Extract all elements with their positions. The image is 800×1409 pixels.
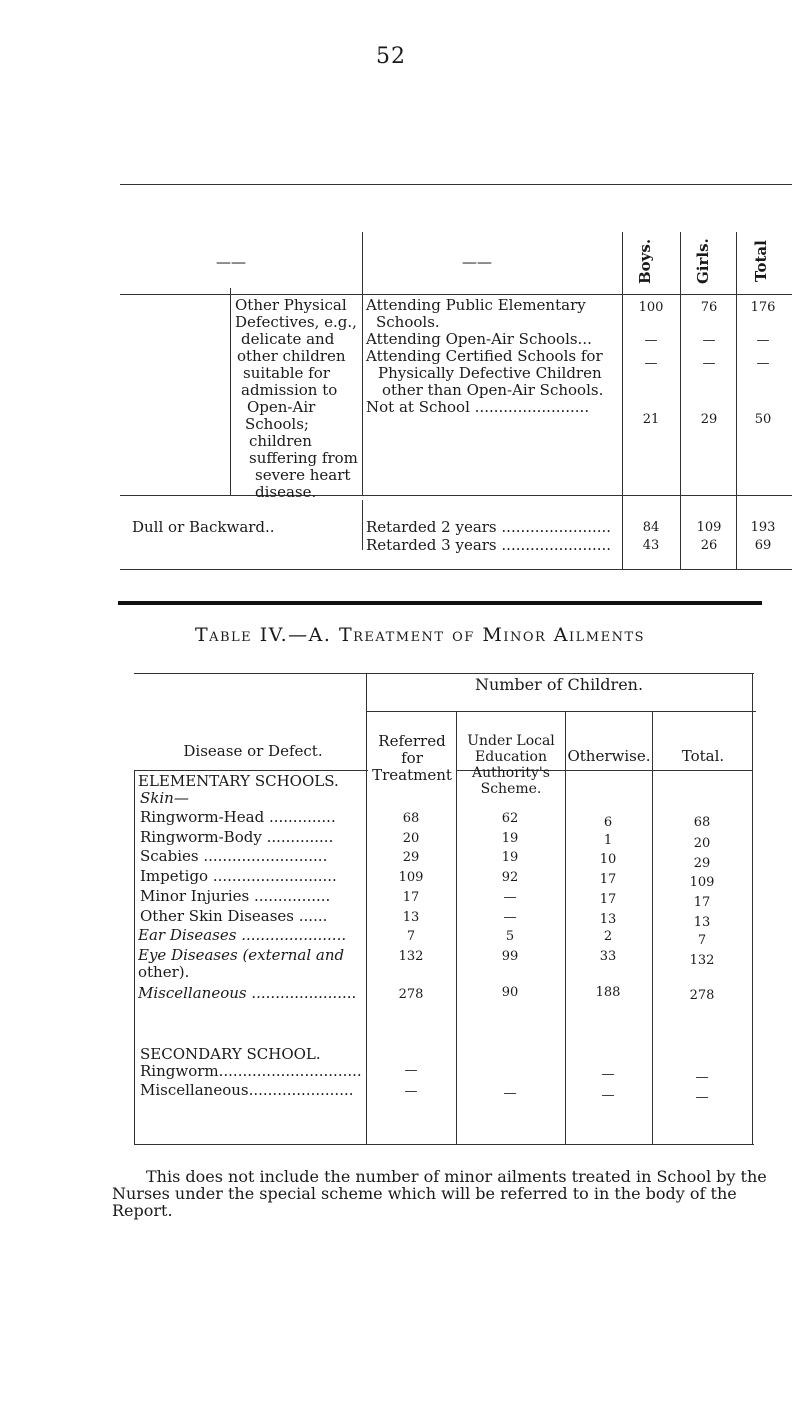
cell-local: 19 [501,850,519,865]
cell-total: 68 [693,815,711,830]
cell-total: — [756,356,770,371]
header-girls: Girls. [694,238,712,284]
cell-girls: — [702,333,716,348]
table-row: Scabies .......................... [140,848,328,865]
rule [565,711,566,1144]
rule [120,184,792,185]
header-number-of-children: Number of Children. [474,675,644,694]
header-disease: Disease or Defect. [183,742,323,760]
rule [134,770,368,771]
table-row: Not at School ........................ [366,399,590,416]
cell-boys: 84 [642,520,660,535]
section-heading: ELEMENTARY SCHOOLS. [138,772,339,790]
cell-otherwise: 6 [603,815,613,830]
table-row: Other Skin Diseases ...... [140,908,328,925]
cell-local: 19 [501,831,519,846]
cell-referred: 132 [398,949,424,964]
header-referred: Referred for Treatment [372,732,452,784]
cell-total: — [695,1070,709,1085]
cell-total: 176 [750,300,776,315]
cell-otherwise: 1 [603,833,613,848]
cell-total: 13 [693,915,711,930]
cell-total: 278 [689,988,715,1003]
cell-local: — [503,890,517,905]
cell-referred: — [404,1063,418,1078]
cell-referred: 109 [398,870,424,885]
rule [134,673,754,674]
rule [622,232,623,569]
rule [120,569,792,570]
header-local-authority: Under Local Education Authority's Scheme. [467,733,555,797]
table-row: Attending Certified Schools for Physically Defective Children other than Open-Air Schools. [366,347,604,399]
cell-girls: — [702,356,716,371]
cell-otherwise: 2 [603,929,613,944]
cell-referred: 13 [402,910,420,925]
cell-otherwise: 188 [595,985,621,1000]
rule [134,770,135,1144]
cell-total: 20 [693,836,711,851]
cell-otherwise: 17 [599,872,617,887]
table-row: Minor Injuries ................ [140,888,331,905]
cell-girls: 76 [700,300,718,315]
cell-total: 109 [689,875,715,890]
cell-local: 90 [501,985,519,1000]
rule [652,711,653,1144]
cell-girls: 26 [700,538,718,553]
cell-referred: 29 [402,850,420,865]
cell-local: 92 [501,870,519,885]
cell-referred: — [404,1084,418,1099]
cell-total: 7 [697,933,707,948]
cell-girls: 29 [700,412,718,427]
cell-local: — [503,1086,517,1101]
cell-total: — [756,333,770,348]
header-total: Total [752,240,770,282]
rule [362,500,363,550]
cell-boys: — [644,356,658,371]
cell-referred: 68 [402,811,420,826]
cell-otherwise: — [601,1067,615,1082]
table-row: Miscellaneous ...................... [138,985,357,1002]
cell-referred: 278 [398,987,424,1002]
table-row: Ringworm-Body .............. [140,829,334,846]
rule [752,673,753,1144]
table-row: Eye Diseases (external and other). [138,947,345,981]
rule [736,232,737,569]
subheading: Skin— [140,789,189,807]
table-row: Retarded 3 years ....................... [366,537,612,554]
cell-local: — [503,910,517,925]
cell-total: 193 [750,520,776,535]
cell-boys: — [644,333,658,348]
header-dash: —— [216,253,246,271]
cell-boys: 100 [638,300,664,315]
footnote: This does not include the number of minor ailments treated in School by the Nurses under the special scheme which will be referred to in the body of the Report. [112,1167,767,1220]
cell-total: 17 [693,895,711,910]
cell-local: 62 [501,811,519,826]
table-title: Table IV.—A. Treatment of Minor Ailments [194,624,646,646]
table-row: Attending Public Elementary Schools. [366,296,586,331]
section-divider [118,601,762,605]
header-dash: —— [462,253,492,271]
cell-total: 50 [754,412,772,427]
cell-otherwise: 33 [599,949,617,964]
table-row: Ear Diseases ...................... [138,927,347,944]
header-total: Total. [681,747,725,765]
header-boys: Boys. [636,238,654,284]
group-1-label: Other Physical Defectives, e.g., delicate and other children suitable for admission to Open-Air Schools; children suffering from severe heart disease. [235,296,358,501]
cell-otherwise: 13 [599,912,617,927]
section-heading: SECONDARY SCHOOL. [140,1045,321,1063]
cell-total: 132 [689,953,715,968]
cell-local: 99 [501,949,519,964]
cell-otherwise: 17 [599,892,617,907]
cell-total: — [695,1090,709,1105]
rule [456,711,457,1144]
cell-referred: 7 [406,929,416,944]
rule [120,294,792,295]
cell-boys: 21 [642,412,660,427]
rule [366,711,756,712]
cell-total: 29 [693,856,711,871]
cell-referred: 17 [402,890,420,905]
cell-local: 5 [505,929,515,944]
cell-otherwise: 10 [599,852,617,867]
cell-referred: 20 [402,831,420,846]
group-2-label: Dull or Backward.. [132,518,275,536]
table-row: Ringworm.............................. [140,1063,362,1080]
table-row: Ringworm-Head .............. [140,809,336,826]
cell-boys: 43 [642,538,660,553]
rule [366,673,367,1144]
table-row: Retarded 2 years ....................... [366,519,612,536]
page-number: 52 [376,44,406,69]
rule [134,1144,754,1145]
rule [230,288,231,496]
table-row: Miscellaneous...................... [140,1082,354,1099]
header-otherwise: Otherwise. [567,747,651,765]
cell-total: 69 [754,538,772,553]
rule [120,495,792,496]
cell-otherwise: — [601,1088,615,1103]
table-row: Attending Open-Air Schools... [366,330,592,348]
table-row: Impetigo .......................... [140,868,337,885]
rule [680,232,681,569]
cell-girls: 109 [696,520,722,535]
